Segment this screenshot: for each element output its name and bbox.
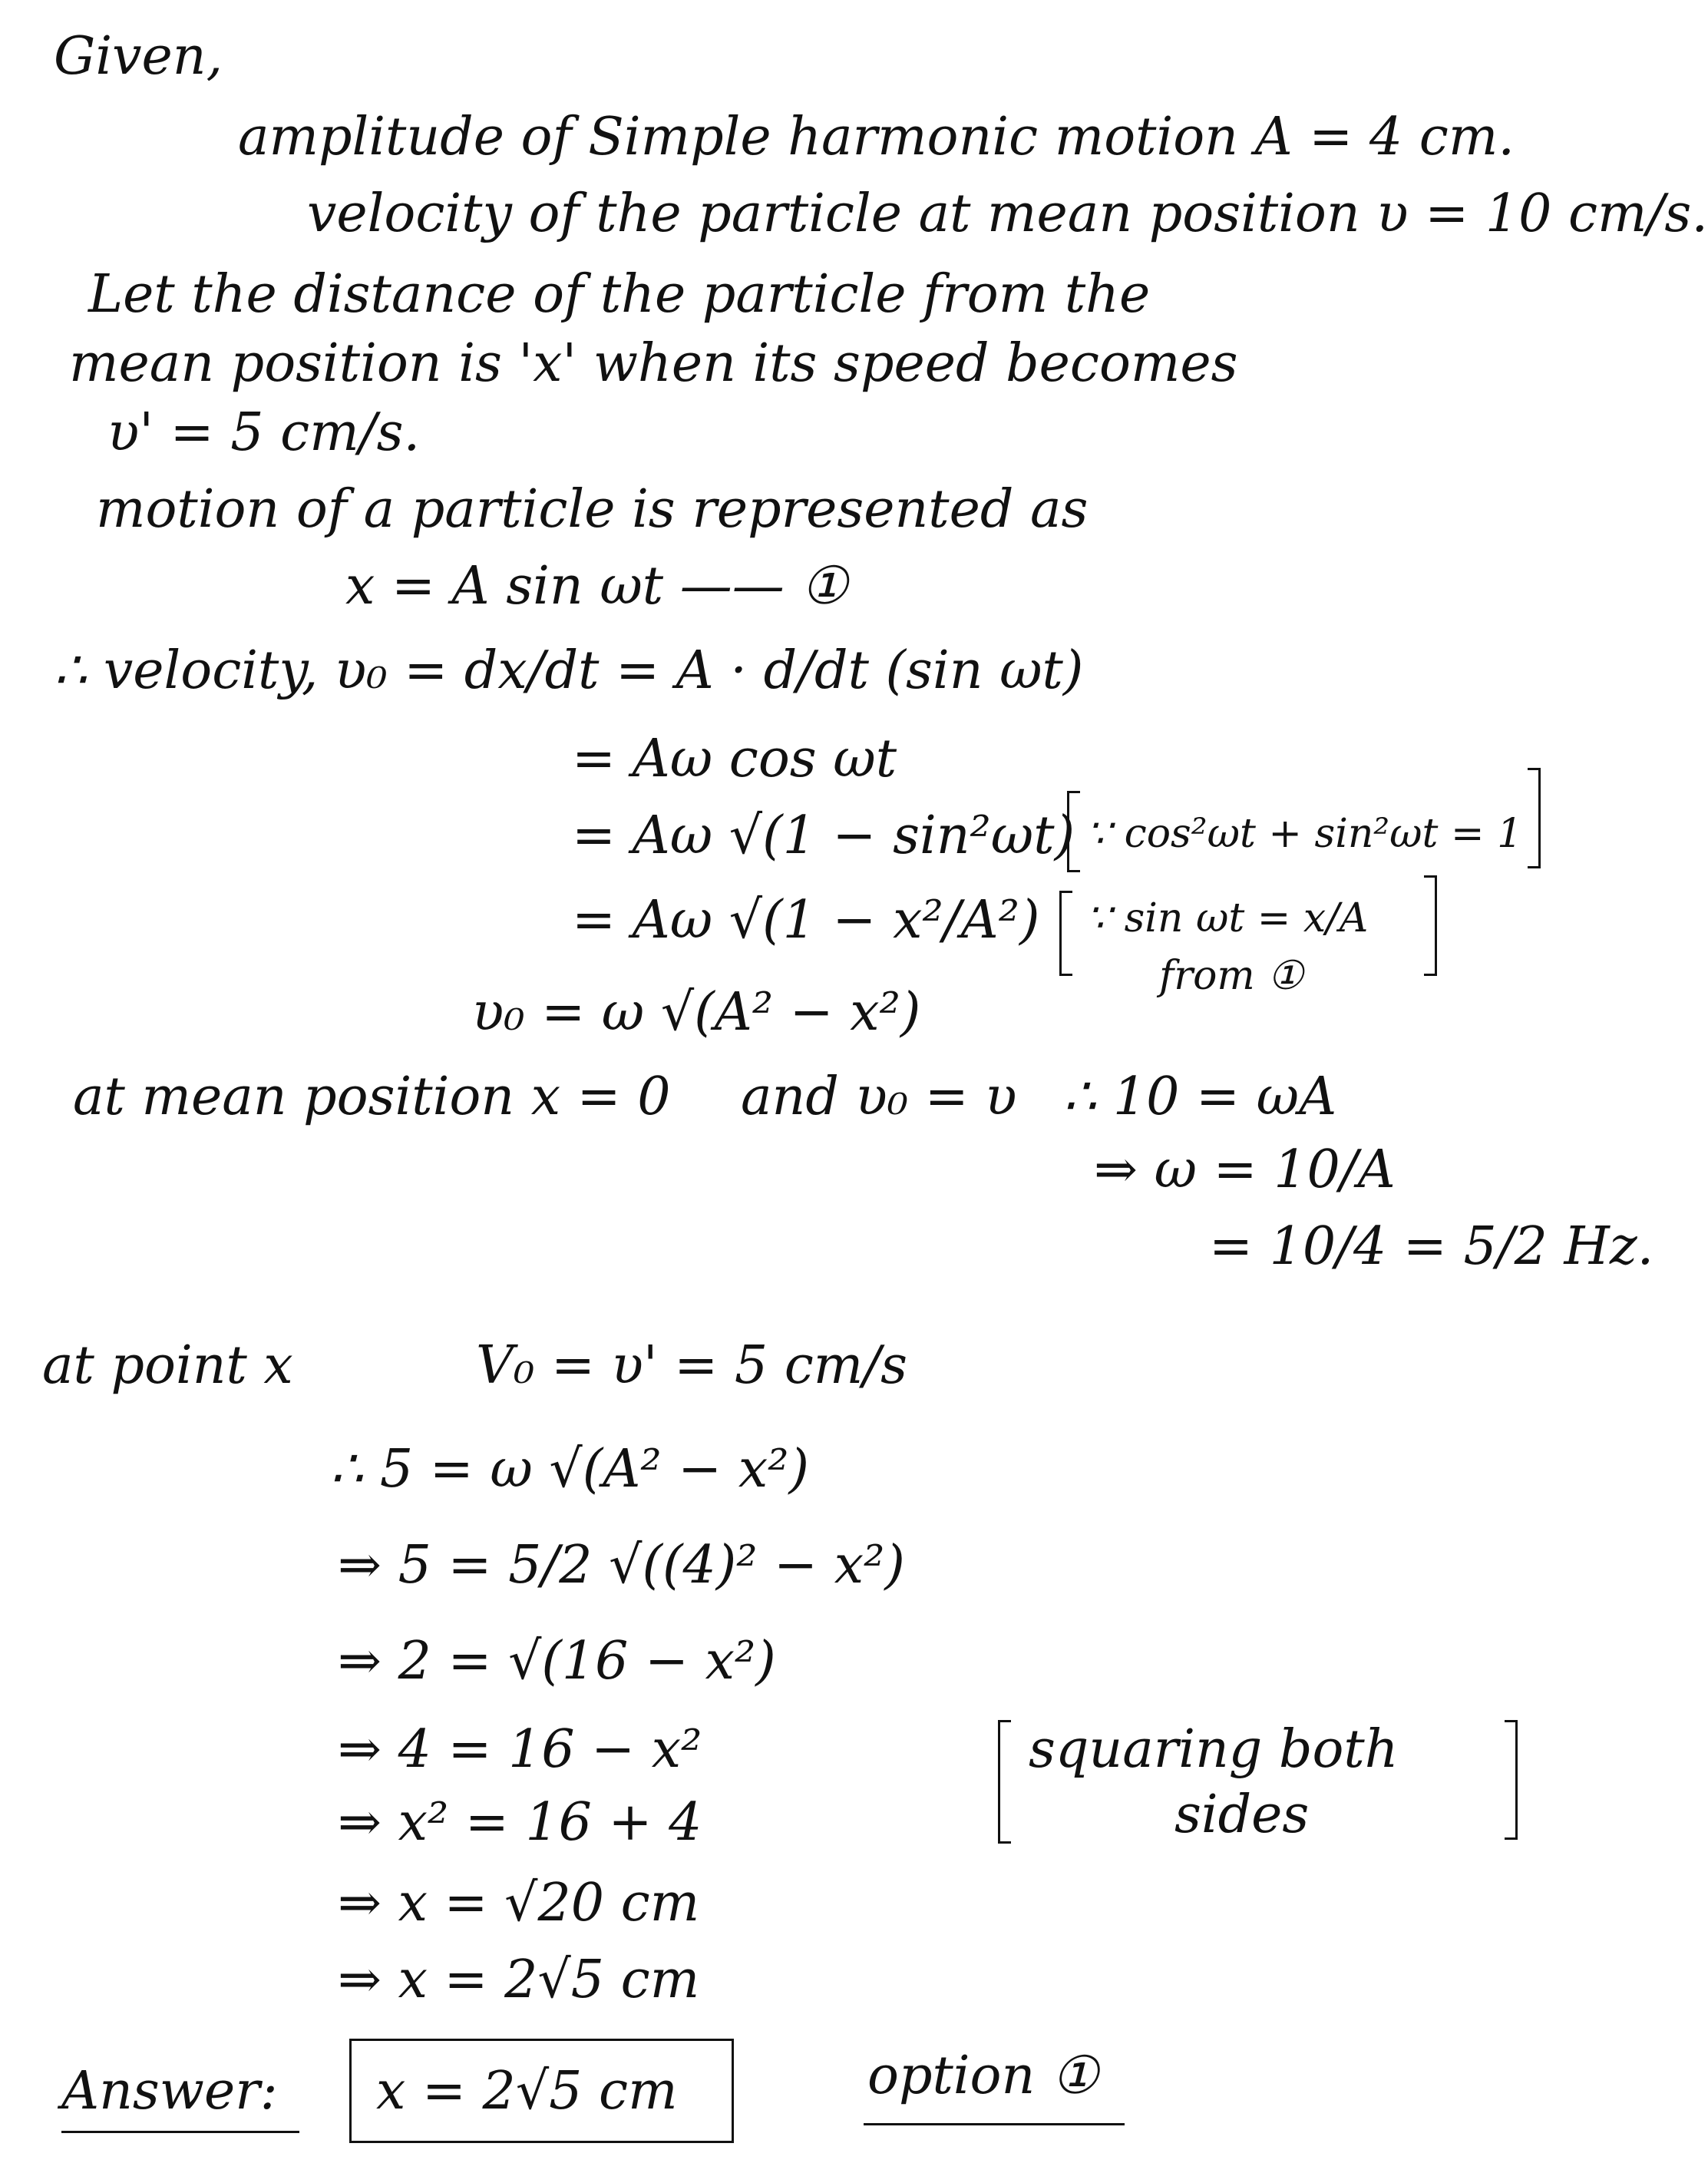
option-underline [864, 2123, 1125, 2125]
answer-label: Answer: [61, 2061, 278, 2122]
solve-step-3: ⇒ 2 = √(16 − x²) [338, 1631, 776, 1692]
given-label: Given, [54, 26, 223, 87]
solve-step-6: ⇒ x = √20 cm [338, 1873, 700, 1933]
and-condition: and υ₀ = υ [741, 1067, 1017, 1127]
solve-step-1: ∴ 5 = ω √(A² − x²) [330, 1439, 809, 1500]
step-a: = Aω cos ωt [572, 729, 897, 789]
squaring-note-1: squaring both [1029, 1719, 1399, 1780]
omega-step-3: = 10/4 = 5/2 Hz. [1209, 1216, 1654, 1277]
solve-step-5: ⇒ x² = 16 + 4 [338, 1792, 702, 1853]
omega-step-2: ⇒ ω = 10/A [1094, 1139, 1396, 1200]
at-point-label: at point x [42, 1335, 293, 1396]
v0-equation: V₀ = υ' = 5 cm/s [476, 1335, 908, 1396]
note-b-bracket-left [1067, 791, 1080, 872]
solve-step-2: ⇒ 5 = 5/2 √((4)² − x²) [338, 1535, 905, 1596]
let-line-2: mean position is 'x' when its speed becomes [69, 333, 1238, 394]
note-c-line-1: ∵ sin ωt = x/A [1086, 895, 1369, 941]
mean-position-line: at mean position x = 0 [73, 1067, 671, 1127]
let-line-3: υ' = 5 cm/s. [107, 402, 421, 463]
option-label: option ① [867, 2046, 1098, 2106]
step-b: = Aω √(1 − sin²ωt) [572, 805, 1075, 866]
note-c-bracket-left [1059, 891, 1072, 976]
answer-label-underline [61, 2131, 299, 2133]
equation-1: x = A sin ωt —— ① [345, 556, 848, 617]
omega-step-1: ∴ 10 = ωA [1063, 1067, 1337, 1127]
squaring-bracket-left [998, 1720, 1011, 1844]
step-d: υ₀ = ω √(A² − x²) [472, 982, 921, 1043]
note-b: ∵ cos²ωt + sin²ωt = 1 [1086, 811, 1523, 857]
velocity-derivation: ∴ velocity, υ₀ = dx/dt = A · d/dt (sin ωt) [54, 640, 1084, 701]
velocity-line: velocity of the particle at mean position υ = 10 cm/s. [307, 184, 1708, 244]
motion-line: motion of a particle is represented as [96, 479, 1089, 540]
solve-step-4: ⇒ 4 = 16 − x² [338, 1719, 702, 1780]
squaring-note-2: sides [1174, 1784, 1310, 1845]
answer-value: x = 2√5 cm [376, 2061, 678, 2122]
amplitude-line: amplitude of Simple harmonic motion A = 4 cm. [238, 107, 1515, 167]
step-c: = Aω √(1 − x²/A²) [572, 890, 1040, 951]
let-line-1: Let the distance of the particle from the [88, 264, 1151, 325]
squaring-bracket-right [1505, 1720, 1518, 1840]
solve-step-7: ⇒ x = 2√5 cm [338, 1950, 700, 2010]
note-c-line-2: from ① [1159, 953, 1303, 999]
note-c-bracket-right [1424, 875, 1437, 976]
note-b-bracket-right [1528, 768, 1541, 868]
